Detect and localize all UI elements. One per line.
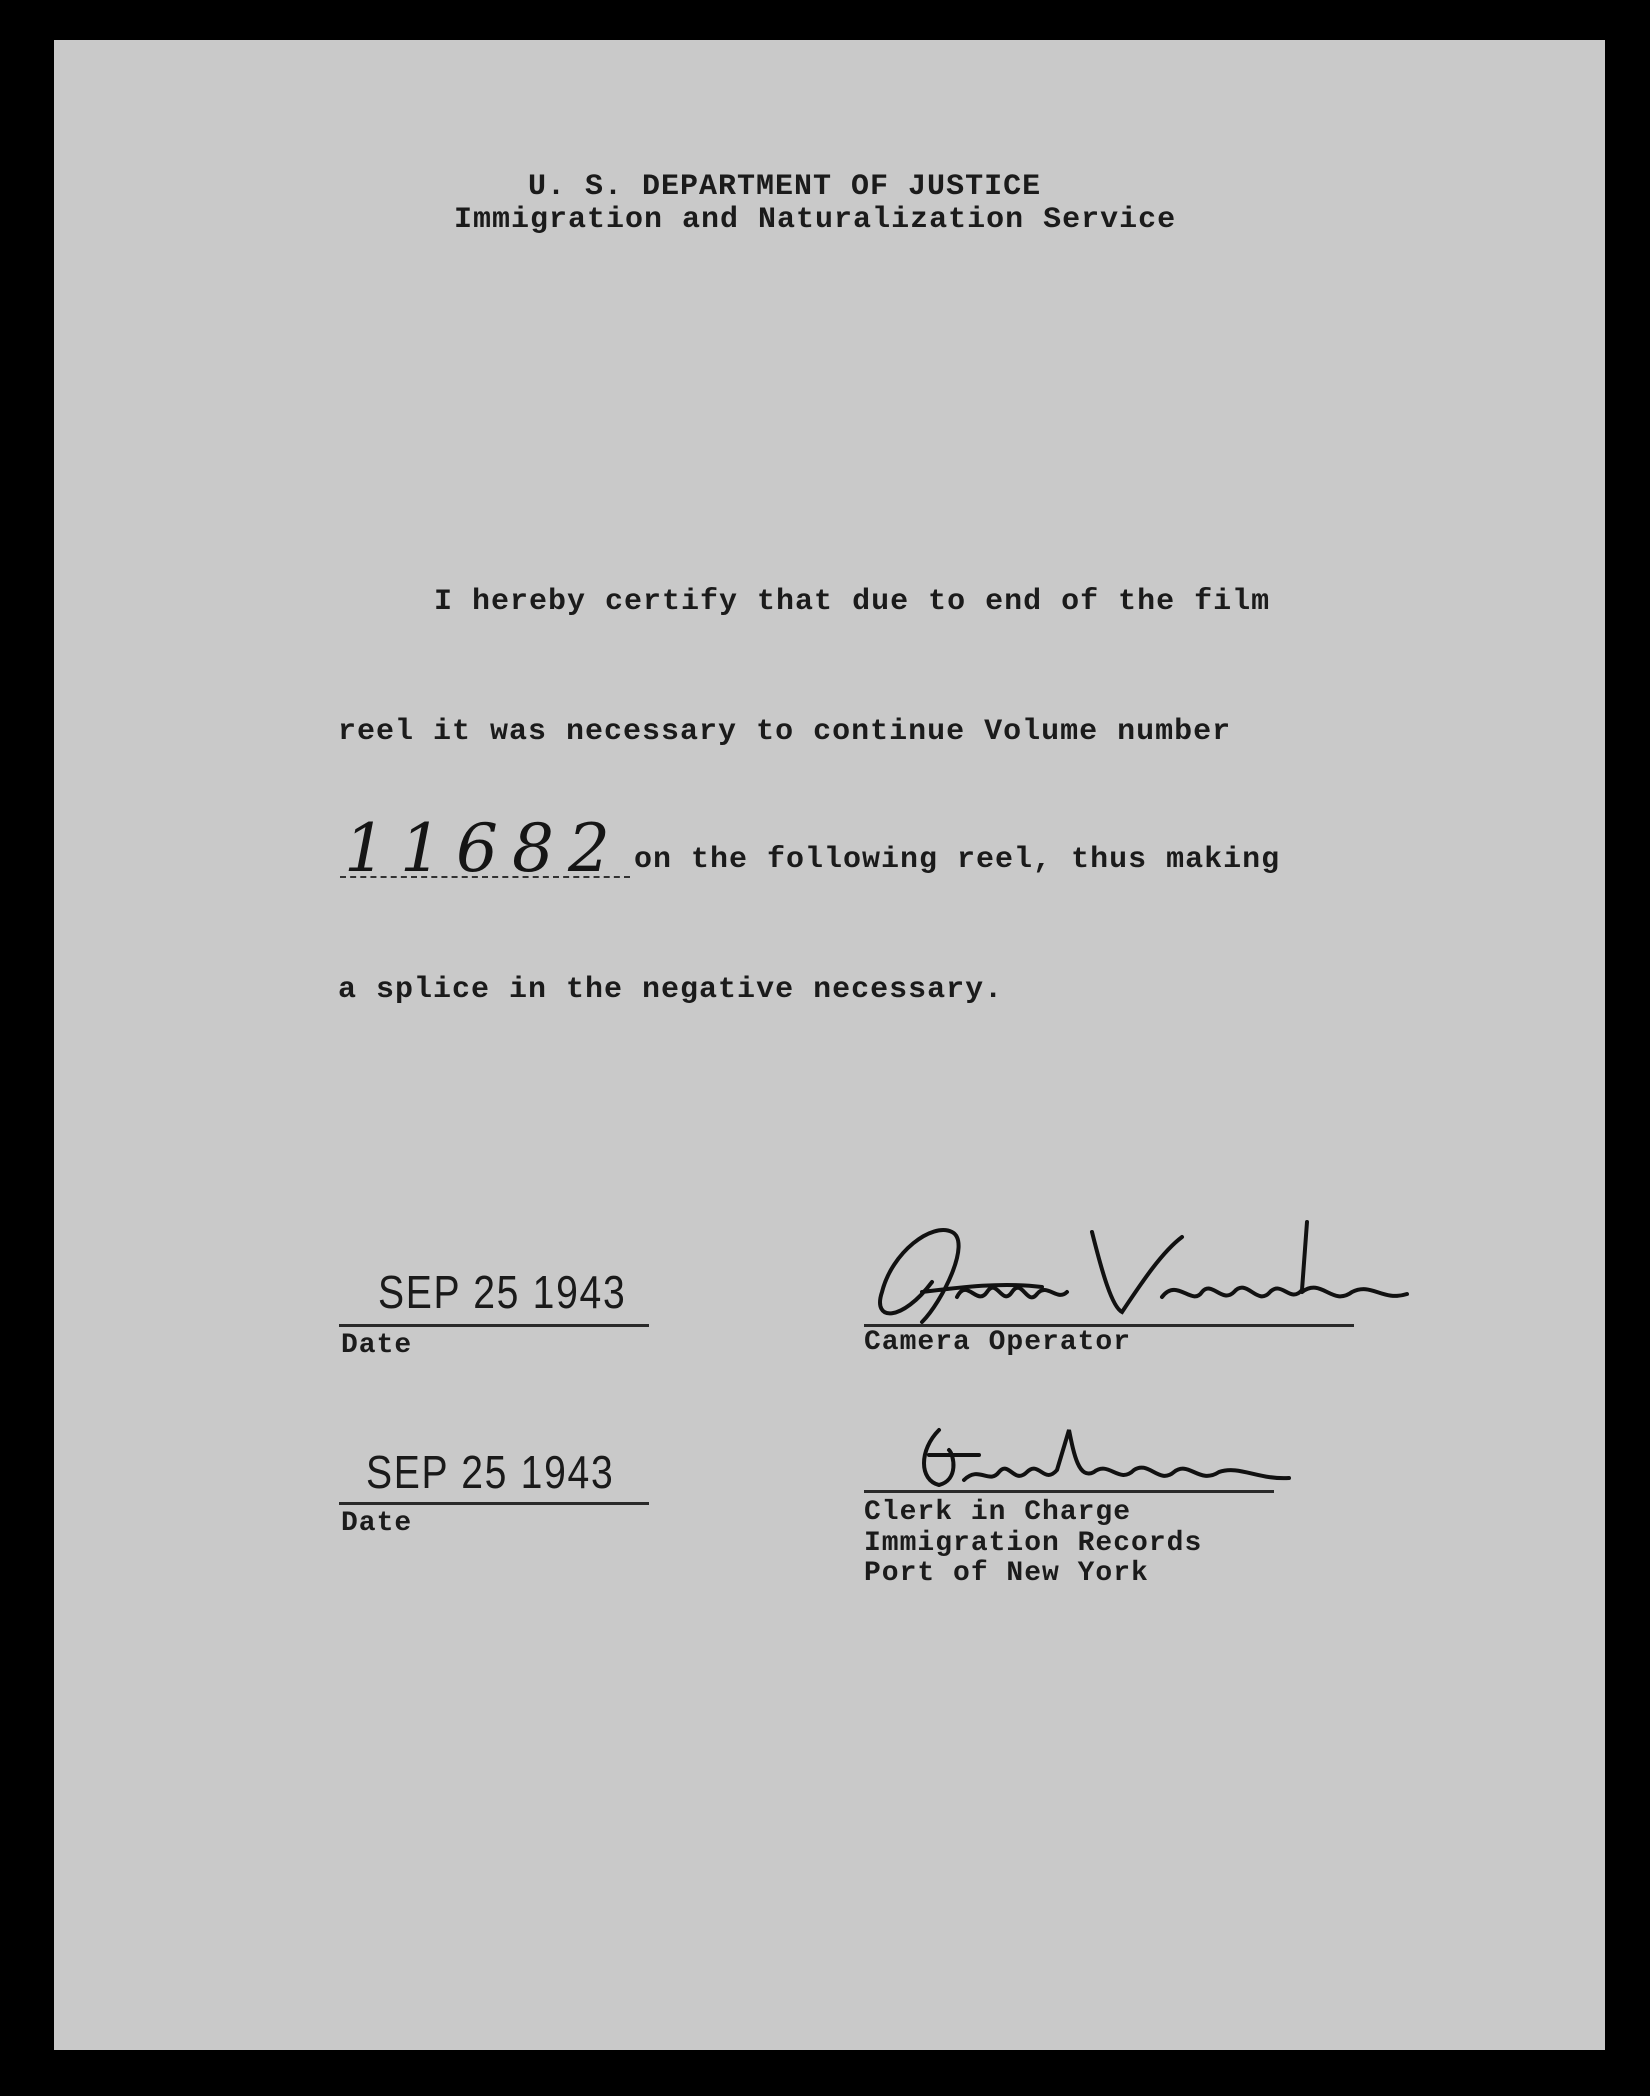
clerk-title-line-3: Port of New York (864, 1558, 1149, 1589)
document-page (54, 40, 1605, 2050)
certification-line-3: on the following reel, thus making (634, 843, 1281, 877)
volume-number-handwritten: 11682 (344, 810, 624, 887)
clerk-title-line-1: Clerk in Charge (864, 1497, 1132, 1528)
header-service: Immigration and Naturalization Service (454, 203, 1177, 237)
certification-line-2: reel it was necessary to continue Volume number (338, 715, 1232, 749)
date-stamp-2: SEP 25 1943 (366, 1446, 615, 1498)
camera-operator-title: Camera Operator (864, 1327, 1132, 1358)
volume-number-underline (340, 876, 630, 878)
date-line-1 (339, 1324, 649, 1327)
date-line-2 (339, 1502, 649, 1505)
header-department: U. S. DEPARTMENT OF JUSTICE (528, 170, 1042, 204)
date-label-1: Date (341, 1330, 413, 1361)
clerk-signature (899, 1410, 1299, 1500)
clerk-title-line-2: Immigration Records (864, 1528, 1203, 1559)
date-stamp-1: SEP 25 1943 (378, 1266, 627, 1318)
date-label-2: Date (341, 1508, 413, 1539)
camera-operator-signature (862, 1212, 1422, 1332)
clerk-signature-line (864, 1490, 1274, 1493)
certification-line-1: I hereby certify that due to end of the film (434, 585, 1271, 619)
certification-line-4: a splice in the negative necessary. (338, 973, 1004, 1007)
